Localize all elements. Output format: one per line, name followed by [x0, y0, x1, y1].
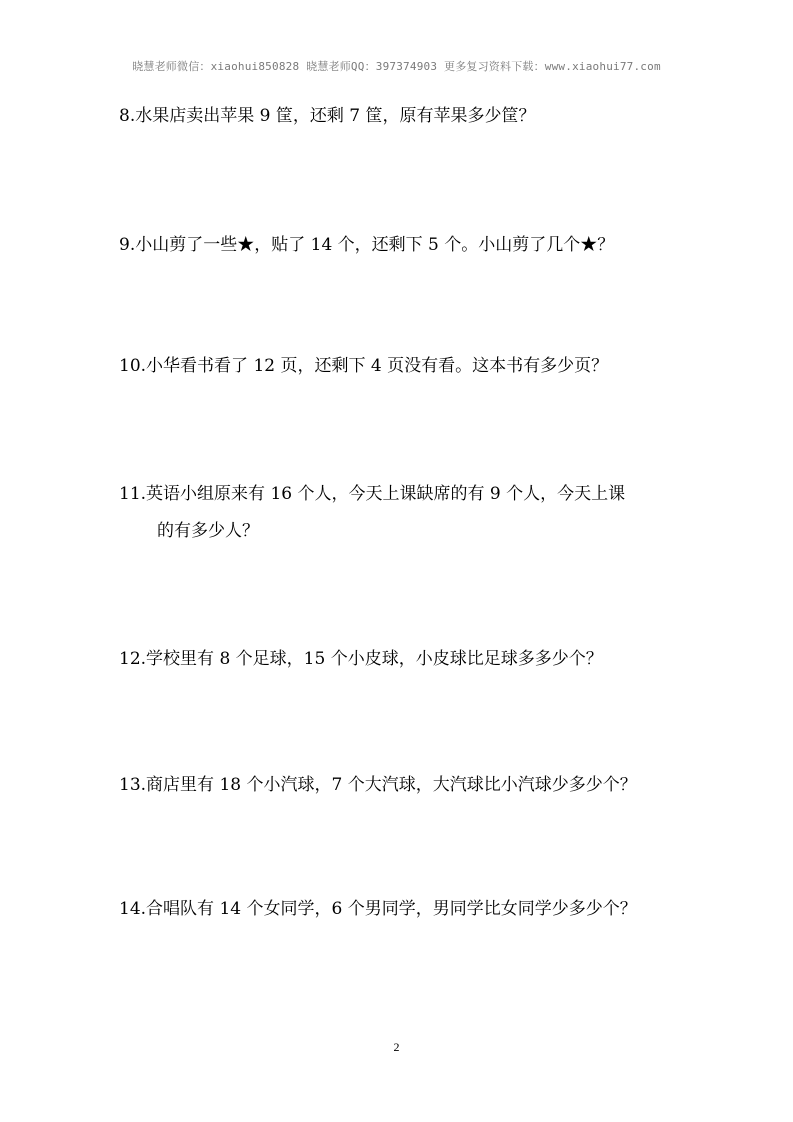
page-header: 晓慧老师微信：xiaohui850828 晓慧老师QQ：397374903 更多复习资料下载：www.xiaohui77.com — [132, 60, 661, 73]
question-11-line1: 11.英语小组原来有 16 个人，今天上课缺席的有 9 个人，今天上课 — [119, 484, 626, 504]
page-number: 2 — [393, 1040, 400, 1054]
question-10: 10.小华看书看了 12 页，还剩下 4 页没有看。这本书有多少页？ — [119, 356, 609, 376]
question-14: 14.合唱队有 14 个女同学，6 个男同学，男同学比女同学少多少个？ — [119, 899, 637, 919]
question-13: 13.商店里有 18 个小汽球，7 个大汽球，大汽球比小汽球少多少个？ — [119, 775, 637, 795]
question-11 — [119, 478, 679, 547]
question-12: 12.学校里有 8 个足球，15 个小皮球，小皮球比足球多多少个？ — [119, 649, 603, 669]
question-8: 8.水果店卖出苹果 9 筐，还剩 7 筐，原有苹果多少筐？ — [119, 106, 536, 126]
question-11-line2: 的有多少人？ — [157, 521, 259, 541]
question-9: 9.小山剪了一些★，贴了 14 个，还剩下 5 个。小山剪了几个★？ — [119, 235, 615, 255]
